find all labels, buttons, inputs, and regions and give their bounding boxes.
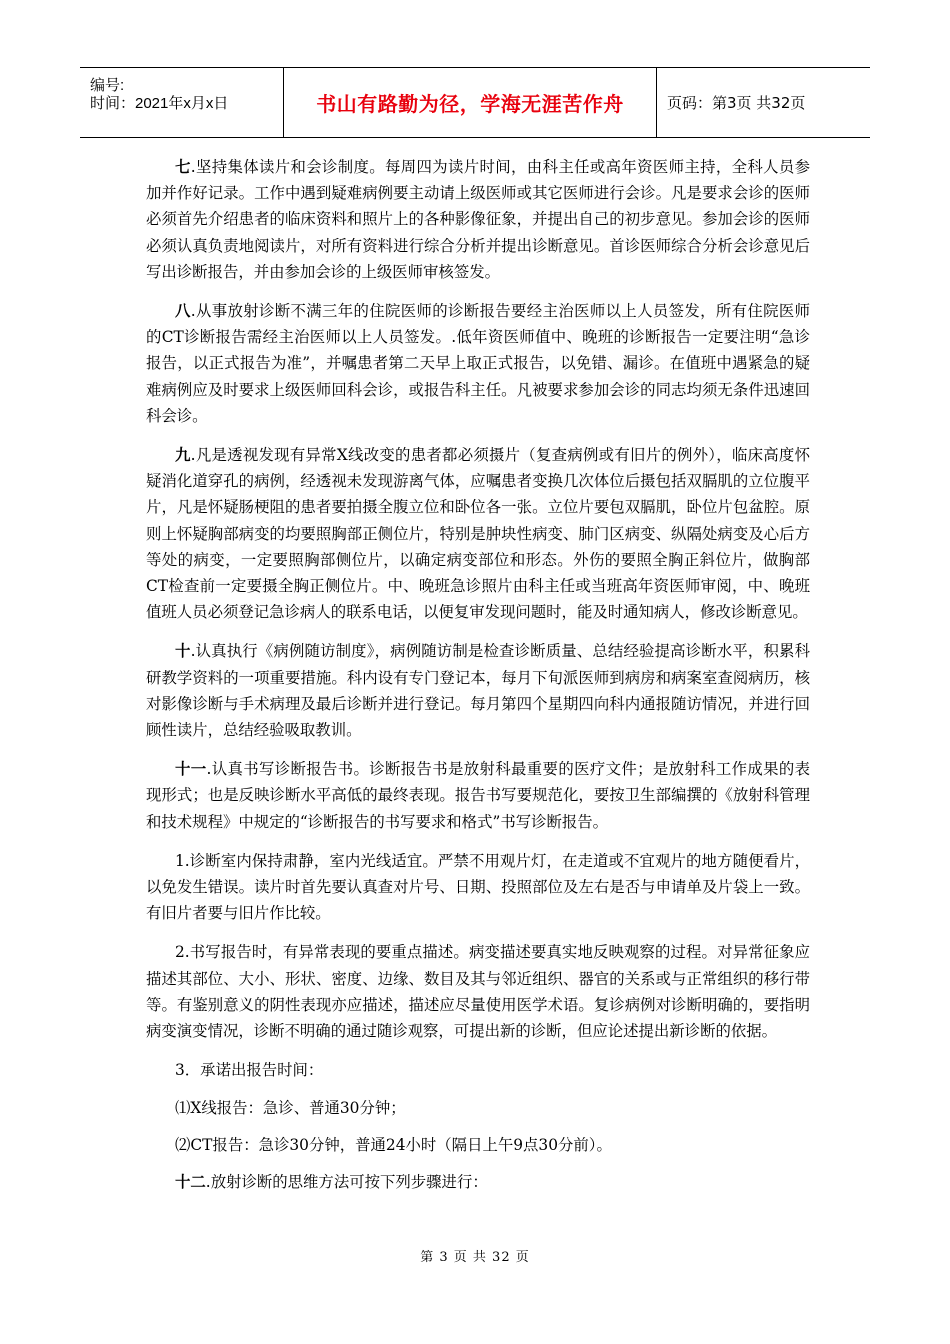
paragraph-text: .从事放射诊断不满三年的住院医师的诊断报告要经主治医师以上人员签发，所有住院医师的CT诊断报告需经主治医师以上人员签发。.低年资医师值中、晚班的诊断报告一定要注明“急诊报告，以正式报告为准”，并嘱患者第二天早上取正式报告，以免错、漏诊。在值班中遇紧急的疑难病例应及时要求上级医师回科会诊，或报告科主任。凡被要求参加会诊的同志均须无条件迅速回科会诊。 [146, 302, 810, 425]
paragraph-11 [146, 756, 810, 835]
paragraph-text: .认真执行《病例随访制度》，病例随访制是检查诊断质量、总结经验提高诊断水平，积累科研教学资料的一项重要措施。科内设有专门登记本，每月下旬派医师到病房和病案室查阅病历，核对影像诊断与手术病理及最后诊断并进行登记。每月第四个星期四向科内通报随访情况，并进行回顾性读片，总结经验吸取教训。 [146, 642, 810, 740]
paragraph-11-item-2 [146, 939, 810, 1044]
paragraph-11-item-3-2 [146, 1132, 810, 1158]
paragraph-text: 1.诊断室内保持肃静，室内光线适宜。严禁不用观片灯，在走道或不宜观片的地方随便看片，以免发生错误。读片时首先要认真查对片号、日期、投照部位及左右是否与申请单及片袋上一致。有旧片者要与旧片作比较。 [146, 851, 810, 923]
paragraph-12 [146, 1169, 810, 1195]
section-number: 七 [175, 158, 191, 176]
page-header [80, 67, 870, 138]
section-number: 十二 [175, 1172, 206, 1191]
page-info: 页码：第3页 共32页 [667, 94, 806, 112]
paragraph-text: .坚持集体读片和会诊制度。每周四为读片时间，由科主任或高年资医师主持，全科人员参加并作好记录。工作中遇到疑难病例要主动请上级医师或其它医师进行会诊。凡是要求会诊的医师必须首先介绍患者的临床资料和照片上的各种影像征象，并提出自己的初步意见。参加会诊的医师必须认真负责地阅读片，对所有资料进行综合分析并提出诊断意见。首诊医师综合分析会诊意见后写出诊断报告，并由参加会诊的上级医师审核签发。 [146, 158, 810, 281]
paragraph-text: ⑴X线报告：急诊、普通30分钟； [175, 1098, 406, 1117]
paragraph-8 [146, 298, 810, 429]
paragraph-text: 2.书写报告时，有异常表现的要重点描述。病变描述要真实地反映观察的过程。对异常征象应描述其部位、大小、形状、密度、边缘、数目及其与邻近组织、器官的关系或与正常组织的移行带等。有鉴别意义的阴性表现亦应描述，描述应尽量使用医学术语。复诊病例对诊断明确的，要指明病变演变情况，诊断不明确的通过随诊观察，可提出新的诊断，但应论述提出新诊断的依据。 [146, 943, 810, 1041]
paragraph-text: 3．承诺出报告时间： [175, 1061, 324, 1080]
paragraph-11-item-3-1 [146, 1095, 810, 1121]
paragraph-9 [146, 442, 810, 625]
paragraph-text: ⑵CT报告：急诊30分钟，普通24小时（隔日上午9点30分前）。 [175, 1135, 612, 1154]
section-number: 八 [175, 302, 191, 321]
paragraph-11-item-1 [146, 848, 810, 927]
serial-label: 编号: [90, 77, 125, 94]
section-number: 九 [175, 446, 191, 465]
motto: 书山有路勤为径，学海无涯苦作舟 [284, 68, 657, 137]
page-footer: 第 3 页 共 32 页 [420, 1250, 530, 1265]
paragraph-10 [146, 638, 810, 743]
document-body [146, 154, 810, 1208]
section-number: 十一 [175, 760, 207, 779]
paragraph-7 [146, 154, 810, 285]
section-number: 十 [175, 642, 191, 661]
paragraph-11-item-3 [146, 1057, 810, 1083]
header-info-cell [80, 68, 284, 137]
time-label: 时间：2021年x月x日 [90, 95, 229, 112]
paragraph-text: .认真书写诊断报告书。诊断报告书是放射科最重要的医疗文件；是放射科工作成果的表现形式；也是反映诊断水平高低的最终表现。报告书写要规范化，要按卫生部编撰的《放射科管理和技术规程》中规定的“诊断报告的书写要求和格式”书写诊断报告。 [146, 760, 810, 831]
paragraph-text: .放射诊断的思维方法可按下列步骤进行： [205, 1172, 488, 1191]
paragraph-text: .凡是透视发现有异常X线改变的患者都必须摄片（复查病例或有旧片的例外），临床高度怀疑消化道穿孔的病例，经透视未发现游离气体，应嘱患者变换几次体位后摄包括双膈肌的立位腹平片，凡是怀疑肠梗阻的患者要拍摄全腹立位和卧位各一张。立位片要包双膈肌，卧位片包盆腔。原则上怀疑胸部病变的均要照胸部正侧位片，特别是肿块性病变、肺门区病变、纵隔处病变及心后方等处的病变，一定要照胸部侧位片，以确定病变部位和形态。外伤的要照全胸正斜位片，做胸部CT检查前一定要摄全胸正侧位片。中、晚班急诊照片由科主任或当班高年资医师审阅，中、晚班值班人员必须登记急诊病人的联系电话，以便复审发现问题时，能及时通知病人，修改诊断意见。 [146, 446, 810, 622]
